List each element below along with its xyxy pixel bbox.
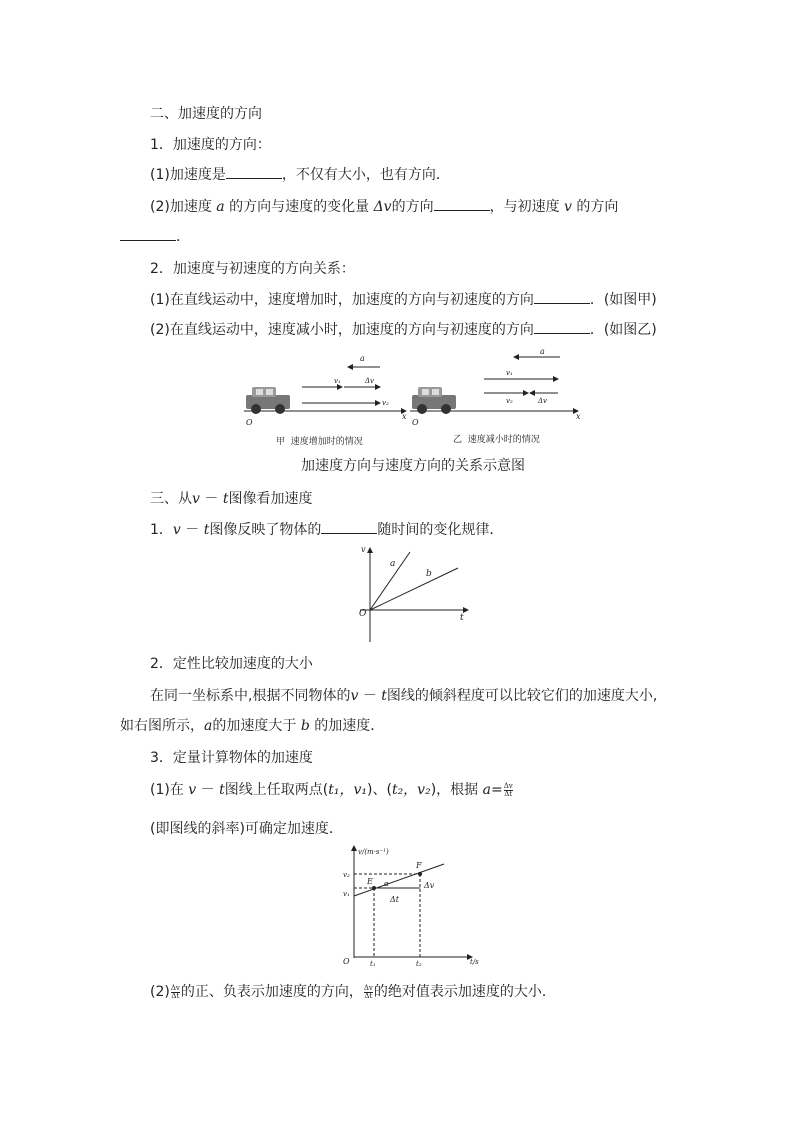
label-dt-2: Δt: [390, 895, 399, 904]
label-v2-right: v₂: [506, 397, 513, 405]
fraction-dv-dt: $\frac{\Delta v}{\Delta t}$: [170, 983, 180, 1000]
label-a: a: [390, 559, 396, 569]
label-t1-axis: t₁: [370, 960, 376, 968]
figure-caption: 加速度方向与速度方向的关系示意图: [301, 458, 525, 474]
label-dv-right: Δv: [538, 397, 548, 405]
item-title-relation: 2．加速度与初速度的方向关系：: [150, 261, 355, 277]
subfigure-caption-left: 甲 速度增加时的情况: [276, 437, 363, 447]
paragraph-speed-increase: (1)在直线运动中，速度增加时，加速度的方向与初速度的方向 ．(如图甲): [150, 292, 657, 308]
paragraph-qualitative-1: 在同一坐标系中,根据不同物体的v － t图线的倾斜程度可以比较它们的加速度大小,: [150, 688, 658, 704]
label-x-left: x: [402, 412, 407, 421]
paragraph-sign-meaning: (2) $\frac{\Delta v}{\Delta t}$ 的正、负表示加速度的方向， $\frac{\Delta v}{\Delta t}$ 的绝对值表示加速度的大小．: [150, 983, 556, 1000]
label-t2-axis: t₂: [416, 960, 422, 968]
acceleration-direction-figure: [230, 345, 600, 435]
label-dv-left: Δv: [365, 377, 375, 385]
label-v: v: [361, 545, 366, 554]
fraction-dv-dt: $\frac{\Delta v}{\Delta t}$: [363, 983, 373, 1000]
line-b: [370, 568, 458, 610]
label-b: b: [426, 569, 432, 579]
fill-blank: [534, 291, 590, 304]
label-y-axis: v/(m·s⁻¹): [358, 848, 389, 856]
label-origin-right: O: [412, 418, 419, 427]
label-origin-left: O: [246, 418, 253, 427]
label-O-2: O: [343, 957, 350, 966]
label-alpha: α: [384, 880, 389, 888]
point-E: [372, 886, 376, 890]
paragraph-vt-meaning: 1．v － t图像反映了物体的 随时间的变化规律．: [150, 522, 504, 538]
fill-blank: [534, 321, 590, 334]
item-title-direction: 1．加速度的方向：: [150, 137, 271, 153]
section-heading-acceleration-direction: 二、加速度的方向: [150, 106, 262, 122]
label-v1-axis: v₁: [343, 890, 350, 898]
item-title-qualitative: 2．定性比较加速度的大小: [150, 656, 313, 672]
section-heading-vt-graph: 三、从v － t图像看加速度: [150, 491, 313, 507]
paragraph-speed-decrease: (2)在直线运动中，速度减小时，加速度的方向与初速度的方向 ．(如图乙): [150, 322, 657, 338]
label-v2-left: v₂: [382, 399, 389, 407]
label-x-axis: t/s: [470, 958, 479, 966]
fill-blank: [226, 166, 282, 179]
paragraph-continuation: ．: [120, 228, 190, 246]
vt-graph-ab: [350, 540, 480, 650]
item-title-quantitative: 3．定量计算物体的加速度: [150, 750, 313, 766]
paragraph-quantitative-1: (1)在 v － t图线上任取两点(t₁，v₁)、(t₂，v₂)，根据 a= $\frac{\Delta v}{\Delta t}$: [150, 781, 513, 798]
label-t: t: [460, 613, 464, 623]
label-v1-right: v₁: [506, 369, 513, 377]
label-O: O: [359, 609, 367, 619]
vt-graph-slope: [340, 840, 490, 970]
paragraph-qualitative-2: 如右图所示，a的加速度大于 b 的加速度．: [120, 718, 385, 734]
paragraph-quantitative-2: (即图线的斜率)可确定加速度．: [150, 821, 343, 837]
fill-blank: [321, 521, 377, 534]
paragraph-direction-delta-v: (2)加速度 a 的方向与速度的变化量 Δv的方向 ，与初速度 v 的方向: [150, 199, 619, 215]
label-dv-2: Δv: [424, 881, 435, 890]
fraction-dv-dt: $\frac{\Delta v}{\Delta t}$: [503, 781, 513, 798]
car-left-icon: [246, 387, 290, 414]
car-right-icon: [412, 387, 456, 414]
label-v2-axis: v₂: [343, 871, 350, 879]
paragraph-acceleration-vector: (1)加速度是 ，不仅有大小，也有方向．: [150, 167, 450, 183]
label-x-right: x: [576, 412, 581, 421]
point-F: [418, 872, 422, 876]
fill-blank: [434, 198, 490, 211]
fill-blank: [120, 228, 176, 241]
label-F: F: [416, 861, 422, 870]
label-E: E: [367, 877, 373, 886]
label-a-left: a: [360, 354, 365, 363]
label-a-right: a: [540, 347, 545, 356]
subfigure-caption-right: 乙 速度减小时的情况: [453, 435, 540, 445]
label-v1-left: v₁: [334, 377, 341, 385]
